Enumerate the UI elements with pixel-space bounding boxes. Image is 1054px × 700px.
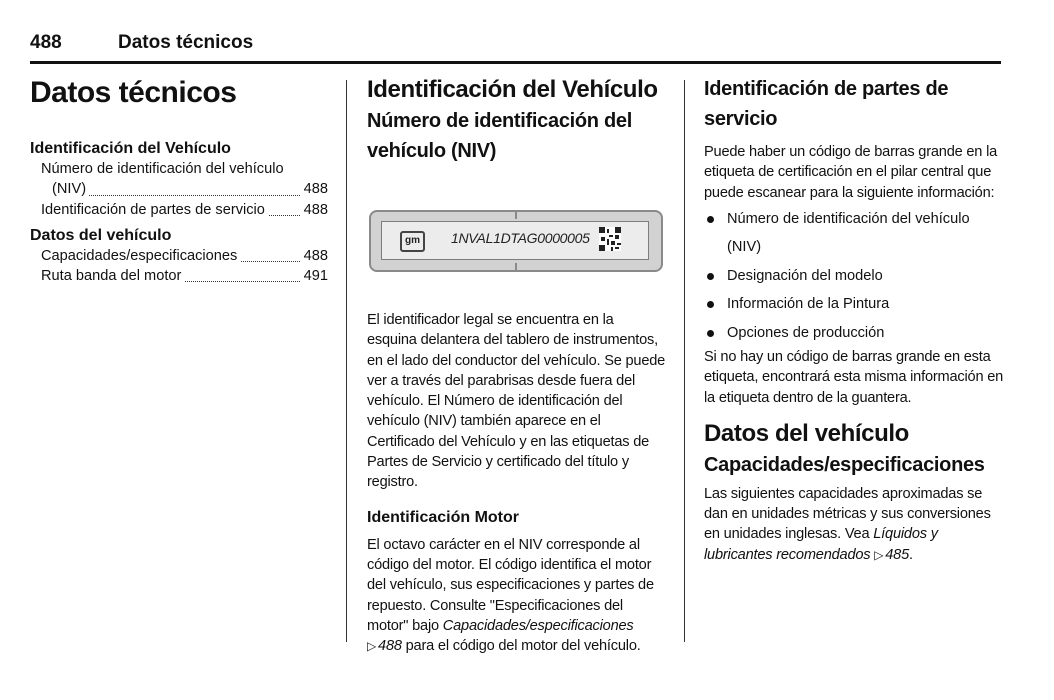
motor-text-body: El octavo carácter en el NIV corresponde al código del motor. El código identifica el motor del vehículo, sus especificaciones y partes de repuesto. Consulte "Especificaciones del motor" bajo (367, 536, 654, 634)
toc-item-capacities[interactable] (30, 246, 328, 266)
header-rule (30, 61, 1001, 64)
toc-item-vin[interactable] (30, 179, 328, 199)
toc-page-number: 488 (301, 200, 328, 220)
toc-item-label: Ruta banda del motor (41, 268, 184, 284)
toc-item-label: Identificación de partes de servicio (41, 202, 268, 218)
list-item (704, 262, 1004, 290)
parts-title: Identificación de partes de servicio (704, 78, 949, 130)
toc-group-heading: Datos del vehículo (30, 226, 172, 244)
list-item (704, 290, 1004, 318)
toc-page-number: 491 (301, 266, 328, 286)
vehicle-data-title: Datos del vehículo (704, 419, 909, 447)
arrow-right-icon: ▷ (874, 547, 884, 562)
toc-item-engine-belt[interactable] (30, 266, 328, 286)
plate-notch (515, 263, 517, 270)
vin-plate-illustration (369, 210, 663, 272)
section-title: Identificación del Vehículo (367, 76, 658, 103)
gm-logo-icon: gm (400, 231, 425, 252)
toc-item-label: Capacidades/especificaciones (41, 248, 240, 264)
motor-text-tail: para el código del motor del vehículo. (405, 638, 641, 655)
motor-heading: Identificación Motor (367, 508, 519, 526)
list-item-text: Número de identificación del vehículo (NIV) (727, 210, 970, 256)
vehicle-id-column (367, 74, 667, 656)
bullet-icon (707, 301, 714, 308)
bullet-icon (707, 273, 714, 280)
toc-group-heading: Identificación del Vehículo (30, 140, 231, 157)
page-header (30, 30, 1000, 60)
list-item (704, 205, 1004, 262)
page-number: 488 (30, 32, 62, 53)
motor-text (367, 535, 667, 657)
list-item-text: Designación del modelo (727, 267, 883, 284)
info-list (704, 205, 1004, 347)
bullet-icon (707, 216, 714, 223)
parts-outro: Si no hay un código de barras grande en esta etiqueta, encontrará esta misma información en la etiqueta dentro de la guantera. (704, 348, 1004, 406)
column-divider-1 (346, 80, 347, 642)
fluids-link[interactable]: Líquidos y lubricantes recomendados (704, 526, 938, 563)
parts-intro: Puede haber un código de barras grande en la etiqueta de certificación en el pilar central que puede escanear para la siguiente información: (704, 144, 998, 201)
capacities-title: Capacidades/especificaciones (704, 453, 985, 476)
toc-column (30, 74, 328, 286)
subsection-title: Número de identificación del vehículo (NIV) (367, 110, 632, 162)
toc-leader (52, 195, 328, 196)
bullet-icon (707, 330, 714, 337)
capacities-text: Las siguientes capacidades aproximadas se dan en unidades métricas y sus conversiones en unidades inglesas. Vea Líquidos y lubricantes recomendados ▷ 485. (704, 484, 1004, 565)
vin-location-text: El identificador legal se encuentra en la esquina delantera del tablero de instrumentos, en el lado del conductor del vehículo. Se puede ver a través del parabrisas desde fuera del vehículo. El Número de identificación del vehículo (NIV) también aparece en el Certificado del Vehículo y en las etiquetas de Partes de Servicio y certificado del título y registro. (367, 312, 666, 491)
toc-item-label: (NIV) (52, 181, 89, 197)
list-item-text: Opciones de producción (727, 324, 885, 341)
list-item (704, 319, 1004, 347)
chapter-title: Datos técnicos (30, 76, 237, 109)
vin-number: 1NVAL1DTAG0000005 (451, 230, 590, 246)
list-item-text: Información de la Pintura (727, 296, 890, 313)
toc-page-number: 488 (301, 179, 328, 199)
running-title: Datos técnicos (118, 32, 254, 53)
page-reference[interactable]: 485 (885, 546, 910, 563)
toc-page-number: 488 (301, 246, 328, 266)
service-parts-column (704, 74, 1004, 565)
capacities-link[interactable]: Capacidades/especificaciones (442, 617, 634, 634)
toc-item-service-parts[interactable] (30, 200, 328, 220)
capacities-text-body: Las siguientes capacidades aproximadas se dan en unidades métricas y sus conversiones en unidades inglesas. Vea (704, 485, 991, 543)
arrow-right-icon: ▷ (367, 639, 377, 654)
plate-notch (515, 212, 517, 219)
toc-item-vin-line1[interactable]: Número de identificación del vehículo (41, 161, 284, 177)
page-reference[interactable]: 488 (378, 638, 402, 655)
qr-code-icon (599, 227, 621, 251)
column-divider-2 (684, 80, 685, 642)
